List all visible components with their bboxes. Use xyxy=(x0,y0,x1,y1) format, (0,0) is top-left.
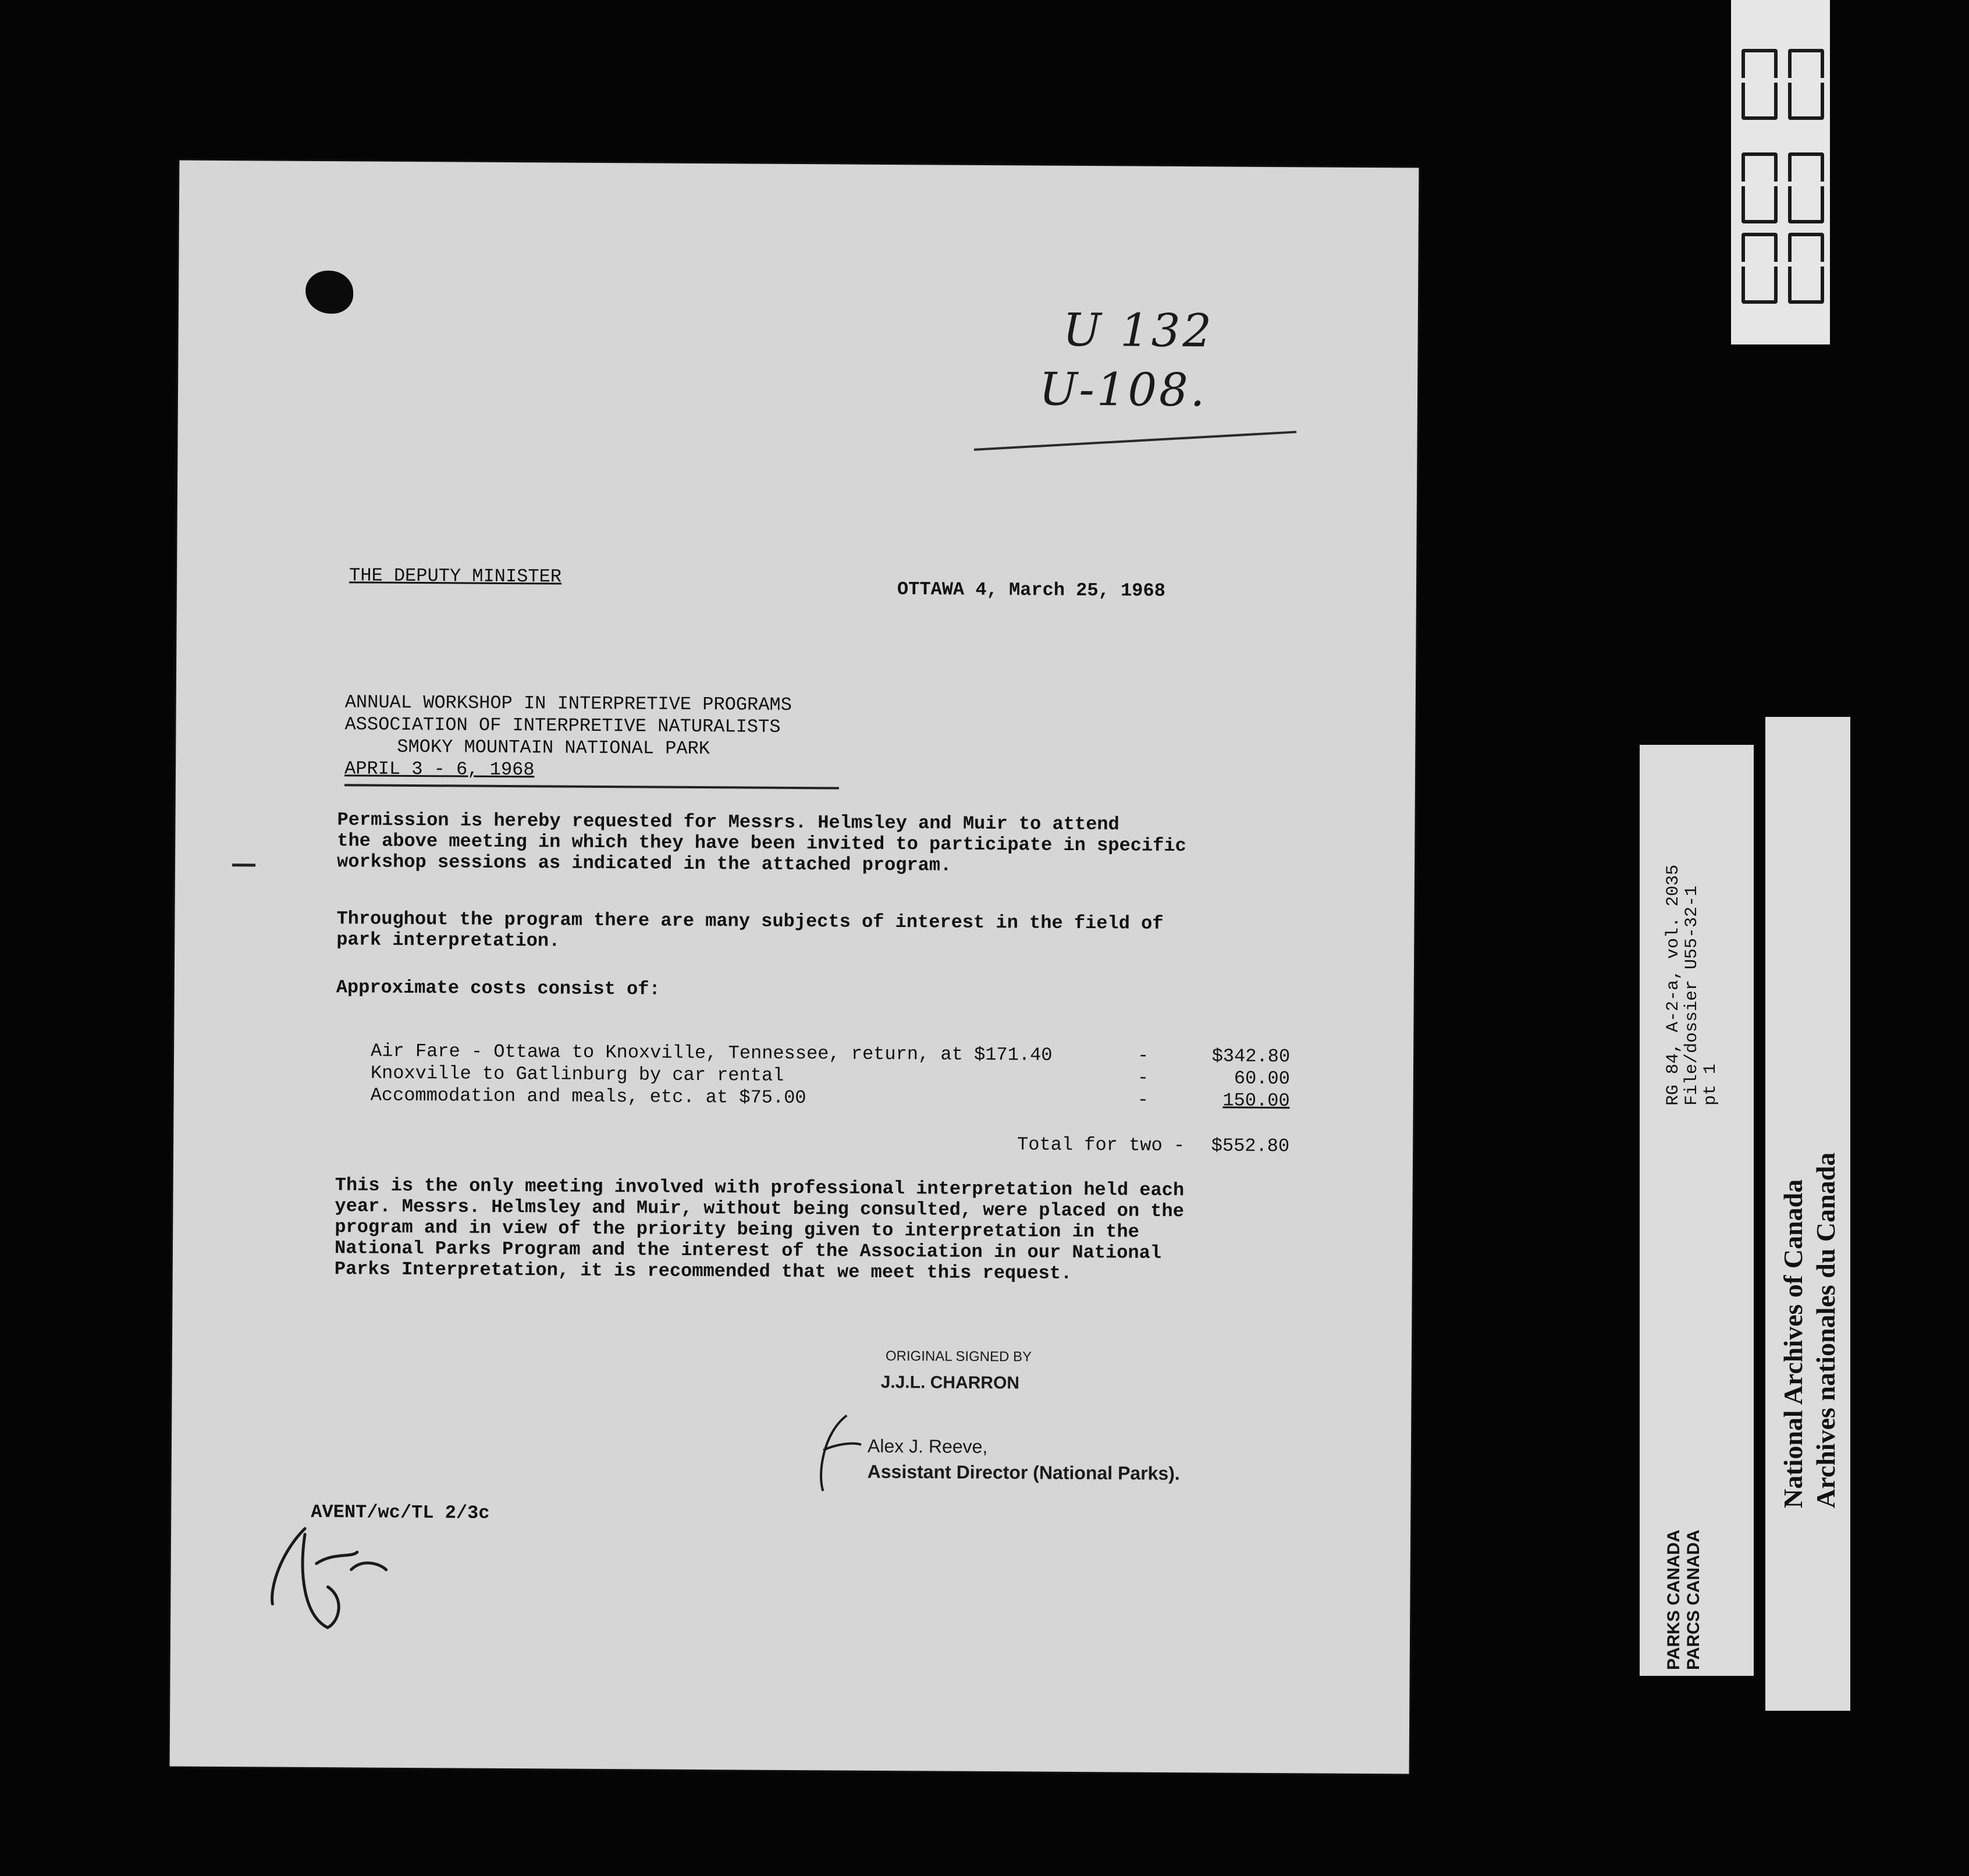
film-mark xyxy=(1741,233,1778,304)
ref-line-2: File/dossier U55-32-1 xyxy=(1682,885,1702,1106)
film-mark xyxy=(1788,233,1824,304)
film-mark xyxy=(1788,49,1824,120)
cost-description: Accommodation and meals, etc. at $75.00 xyxy=(370,1084,806,1109)
cost-description: Air Fare - Ottawa to Knoxville, Tennessee, return, at $171.40 xyxy=(370,1040,1053,1066)
film-mark xyxy=(1741,49,1778,120)
handwritten-ref-2: U-108. xyxy=(1039,363,1207,417)
subject-line-4: APRIL 3 - 6, 1968 xyxy=(344,758,535,781)
cost-amount: $342.80 xyxy=(1211,1045,1291,1068)
nac-line-2: Archives nationales du Canada xyxy=(1811,1152,1840,1508)
parks-line-1: PARKS CANADA xyxy=(1664,1529,1683,1670)
subject-rule xyxy=(344,784,839,789)
costs-intro: Approximate costs consist of: xyxy=(336,976,660,1000)
text-line: workshop sessions as indicated in the attached program. xyxy=(336,851,952,876)
subject-line-2: ASSOCIATION OF INTERPRETIVE NATURALISTS xyxy=(344,713,781,738)
cost-dash: - xyxy=(1137,1089,1149,1111)
film-strip xyxy=(1731,0,1830,344)
text-line: This is the only meeting involved with professional interpretation held each xyxy=(335,1174,1185,1202)
memo-addressee: THE DEPUTY MINISTER xyxy=(349,564,562,588)
national-archives-label xyxy=(1777,1153,1842,1508)
film-mark xyxy=(1741,152,1778,223)
signed-stamp-line-1: ORIGINAL SIGNED BY xyxy=(885,1348,1032,1365)
paragraph-permission xyxy=(337,809,1280,878)
ref-line-1: RG 84, A-2-a, vol. 2035 xyxy=(1664,864,1683,1106)
parks-line-2: PARCS CANADA xyxy=(1684,1529,1703,1670)
text-line: the above meeting in which they have been invited to participate in specific xyxy=(337,830,1186,857)
archive-label-nac xyxy=(1765,717,1850,1711)
signatory-name: Alex J. Reeve, xyxy=(867,1435,988,1458)
archive-reference xyxy=(1664,865,1720,1106)
text-line: park interpretation. xyxy=(336,929,560,952)
film-mark xyxy=(1788,152,1824,223)
text-line: National Parks Program and the interest of the Association in our National xyxy=(334,1237,1162,1264)
reference-initials: AVENT/wc/TL 2/3c xyxy=(311,1501,490,1524)
paragraph-program xyxy=(336,908,1279,956)
ref-line-3: pt 1 xyxy=(1701,1063,1721,1106)
signatory-title: Assistant Director (National Parks). xyxy=(867,1461,1180,1484)
paragraph-recommendation xyxy=(335,1175,1278,1285)
text-line: program and in view of the priority being given to interpretation in the xyxy=(335,1216,1139,1243)
margin-mark xyxy=(232,864,255,866)
document-page xyxy=(170,161,1419,1774)
archive-label-parks xyxy=(1640,745,1754,1676)
cost-amount: 150.00 xyxy=(1222,1089,1290,1112)
text-line: Throughout the program there are many subjects of interest in the field of xyxy=(336,908,1164,935)
text-line: Permission is hereby requested for Messrs. Helmsley and Muir to attend xyxy=(337,809,1119,836)
handwritten-initials xyxy=(264,1516,398,1633)
signed-stamp-line-2: J.J.L. CHARRON xyxy=(880,1372,1020,1393)
memo-date-line: OTTAWA 4, March 25, 1968 xyxy=(897,578,1165,602)
punch-hole xyxy=(305,271,353,314)
handwritten-ref-1: U 132 xyxy=(1062,304,1214,358)
text-line: year. Messrs. Helmsley and Muir, without being consulted, were placed on the xyxy=(335,1195,1184,1223)
initials-signature xyxy=(811,1409,864,1497)
cost-amount: 60.00 xyxy=(1234,1067,1290,1090)
cost-dash: - xyxy=(1137,1067,1149,1089)
nac-line-1: National Archives of Canada xyxy=(1778,1179,1808,1508)
subject-line-1: ANNUAL WORKSHOP IN INTERPRETIVE PROGRAMS xyxy=(344,691,792,716)
text-line: Parks Interpretation, it is recommended that we meet this request. xyxy=(334,1258,1072,1284)
cost-row-accommodation xyxy=(371,1085,1290,1111)
cost-total-row xyxy=(370,1130,1289,1157)
cost-description: Knoxville to Gatlinburg by car rental xyxy=(370,1062,784,1086)
total-amount: $552.80 xyxy=(1211,1135,1290,1157)
subject-line-3: SMOKY MOUNTAIN NATIONAL PARK xyxy=(397,736,710,760)
cost-dash: - xyxy=(1137,1044,1149,1067)
handwritten-underline xyxy=(974,431,1296,450)
parks-canada-label xyxy=(1664,1530,1704,1670)
total-label: Total for two - xyxy=(1017,1134,1185,1157)
